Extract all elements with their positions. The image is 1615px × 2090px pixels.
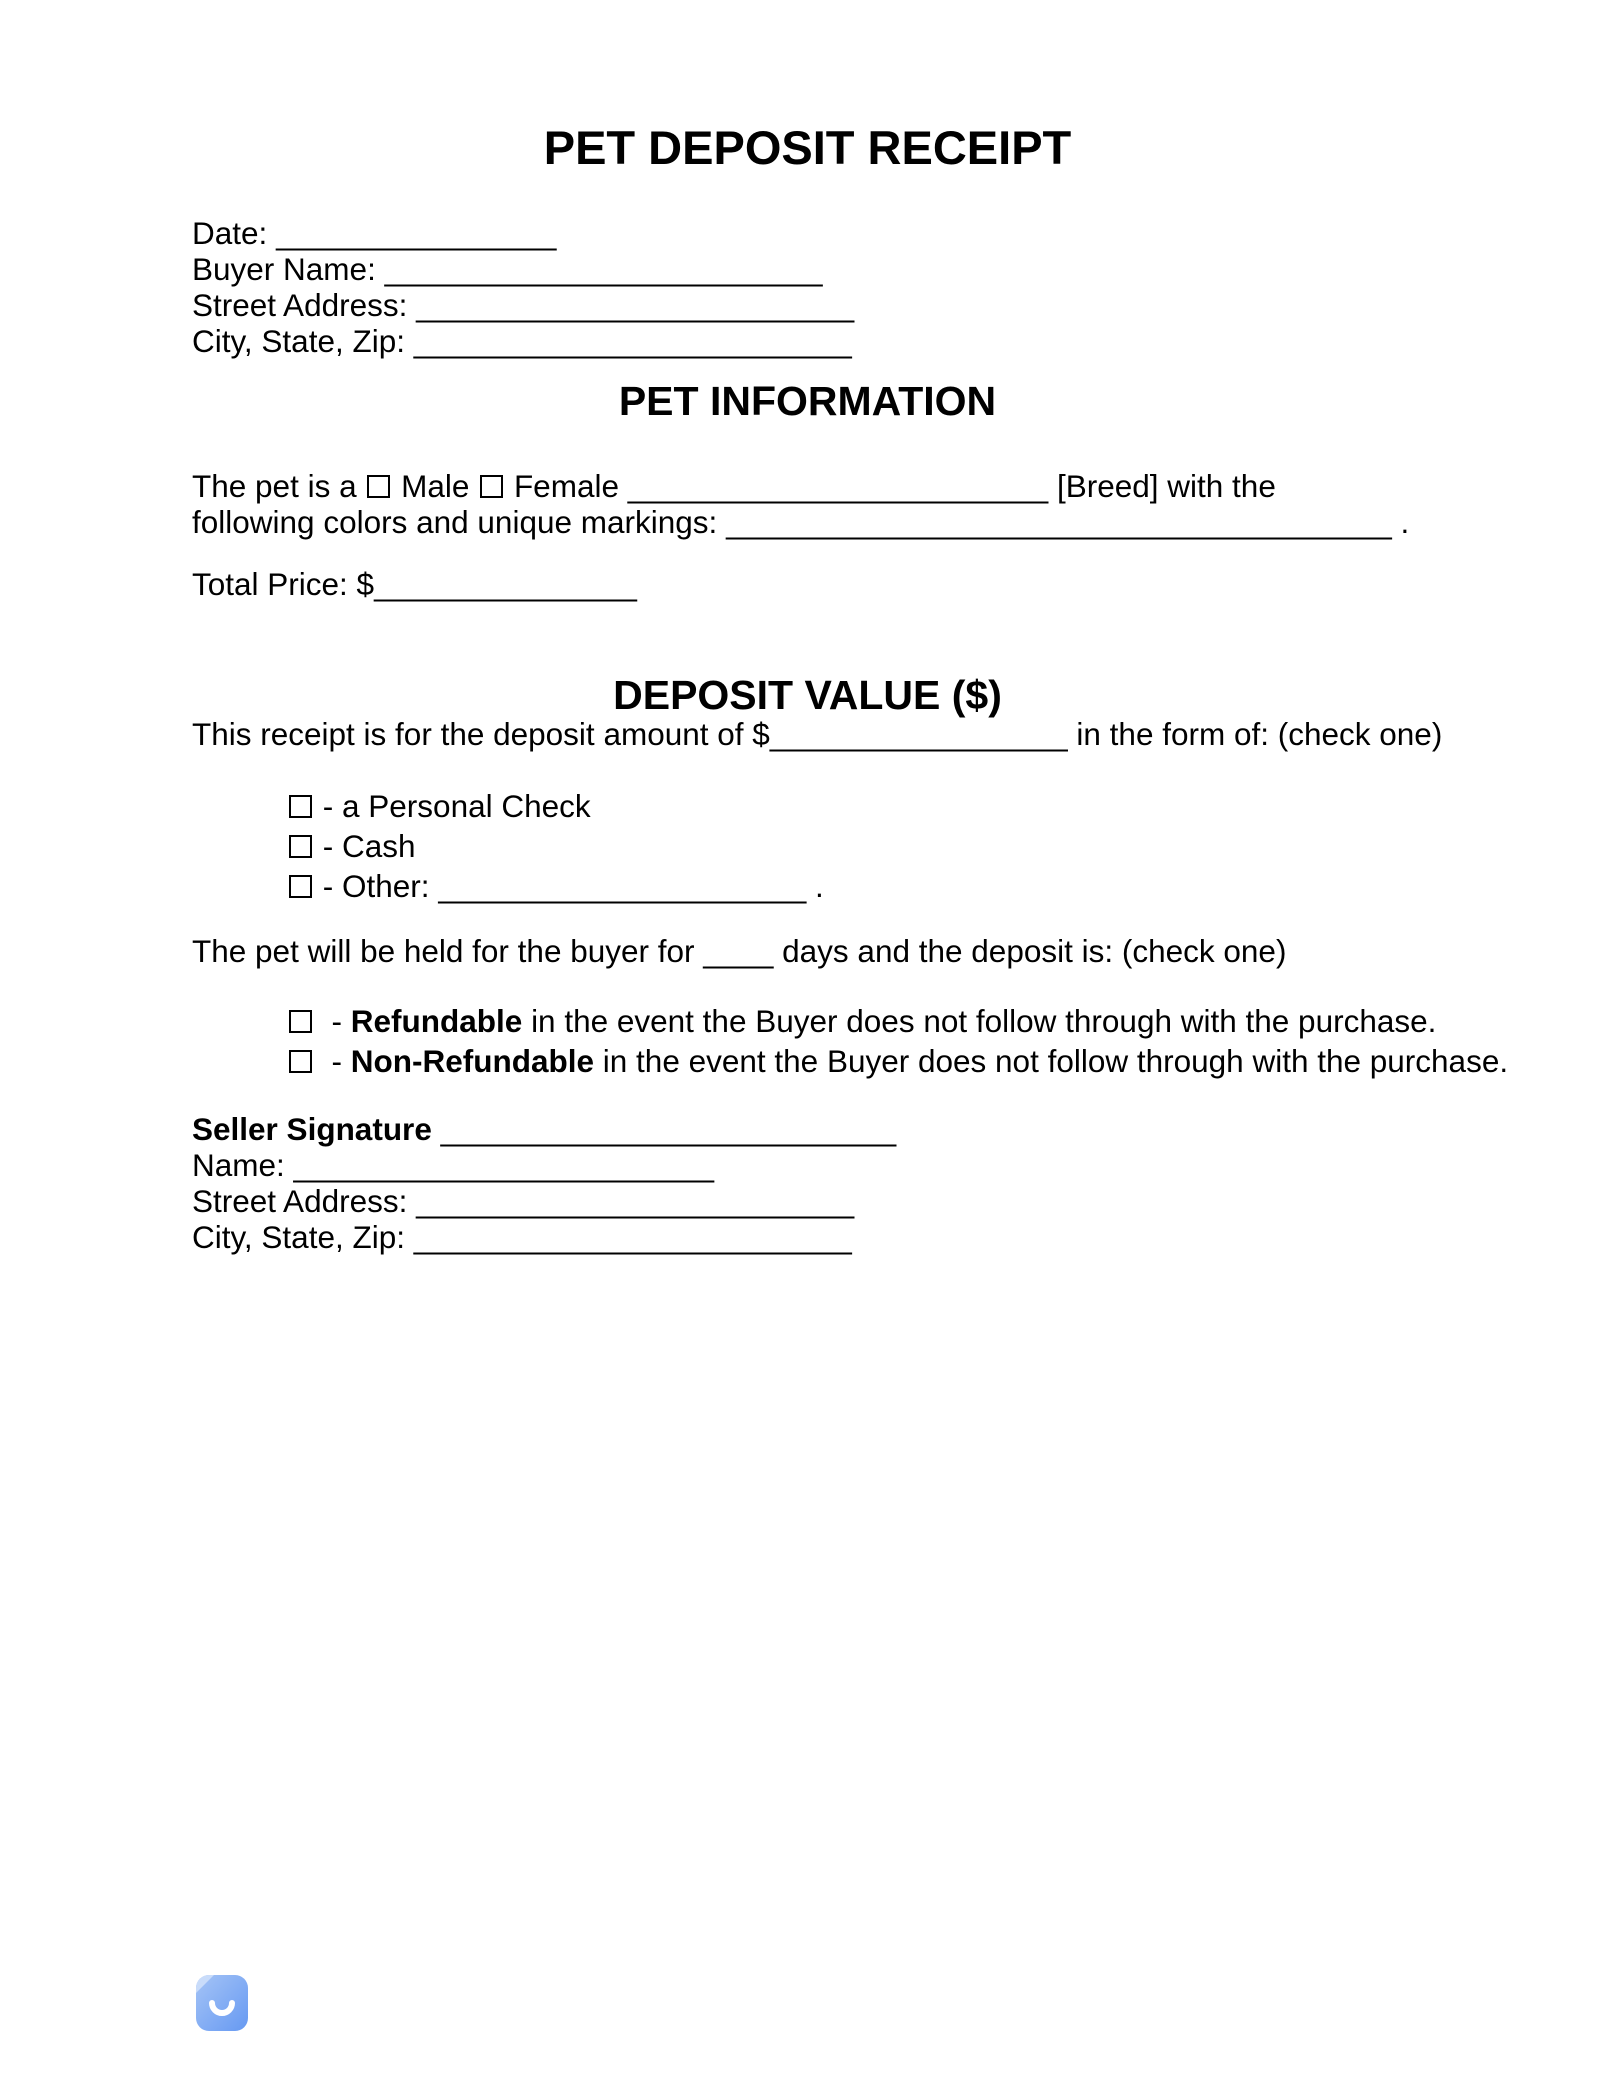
male-checkbox[interactable]	[367, 475, 390, 498]
buyer-city-blank-field[interactable]: _________________________	[413, 323, 852, 359]
seller-signature-label: Seller Signature	[192, 1111, 432, 1147]
buyer-name-label: Buyer Name:	[192, 251, 376, 287]
seller-name-label: Name:	[192, 1147, 285, 1183]
other-blank-field[interactable]: _____________________	[438, 868, 807, 904]
other-label: - Other:	[322, 868, 430, 904]
seller-signature-line	[192, 1111, 896, 1147]
female-checkbox[interactable]	[480, 475, 503, 498]
total-price-blank-field[interactable]: _______________	[374, 566, 637, 602]
non-refundable-checkbox[interactable]	[289, 1050, 312, 1073]
buyer-street-line	[192, 287, 854, 323]
markings-period: .	[1400, 504, 1410, 540]
date-label: Date:	[192, 215, 268, 251]
non-refundable-dash: -	[331, 1043, 343, 1079]
buyer-date-line	[192, 215, 556, 251]
refundable-row	[287, 1003, 1436, 1039]
seller-name-blank-field[interactable]: ________________________	[293, 1147, 714, 1183]
seller-street-label: Street Address:	[192, 1183, 408, 1219]
other-checkbox[interactable]	[289, 875, 312, 898]
deposit-value-heading: DEPOSIT VALUE ($)	[613, 672, 1002, 718]
non-refundable-row	[287, 1043, 1508, 1079]
refundable-dash: -	[331, 1003, 343, 1039]
date-blank-field[interactable]: ________________	[276, 215, 557, 251]
buyer-name-line	[192, 251, 823, 287]
buyer-street-blank-field[interactable]: _________________________	[416, 287, 855, 323]
male-label: Male	[401, 468, 470, 504]
hold-pre-text: The pet will be held for the buyer for	[192, 933, 695, 969]
refundable-label: Refundable	[350, 1003, 523, 1039]
document-smile-icon	[196, 1975, 248, 2031]
breed-blank-field[interactable]: ________________________	[627, 468, 1049, 504]
deposit-intro-line	[192, 716, 1442, 752]
total-price-line	[192, 566, 637, 602]
days-blank-field[interactable]: ____	[703, 933, 774, 969]
total-price-label: Total Price: $	[192, 566, 375, 602]
option-personal-check-row	[287, 788, 591, 824]
seller-city-blank-field[interactable]: _________________________	[413, 1219, 852, 1255]
seller-city-line	[192, 1219, 852, 1255]
personal-check-label: - a Personal Check	[322, 788, 591, 824]
seller-street-line	[192, 1183, 854, 1219]
buyer-name-blank-field[interactable]: _________________________	[384, 251, 823, 287]
buyer-city-label: City, State, Zip:	[192, 323, 405, 359]
pet-lead-text: The pet is a	[192, 468, 357, 504]
seller-city-label: City, State, Zip:	[192, 1219, 405, 1255]
pet-description-line-1	[192, 468, 1276, 504]
seller-signature-blank-field[interactable]: __________________________	[440, 1111, 897, 1147]
refundable-checkbox[interactable]	[289, 1010, 312, 1033]
deposit-intro-post: in the form of: (check one)	[1076, 716, 1443, 752]
non-refundable-label: Non-Refundable	[350, 1043, 595, 1079]
non-refundable-rest-text: in the event the Buyer does not follow through with the purchase.	[602, 1043, 1509, 1079]
page-title: PET DEPOSIT RECEIPT	[543, 121, 1072, 174]
markings-label: following colors and unique markings:	[192, 504, 718, 540]
deposit-amount-blank-field[interactable]: _________________	[769, 716, 1068, 752]
other-period: .	[814, 868, 824, 904]
buyer-city-line	[192, 323, 852, 359]
eforms-document-logo	[196, 1975, 248, 2031]
option-cash-row	[287, 828, 416, 864]
pet-description-line-2	[192, 504, 1409, 540]
cash-label: - Cash	[322, 828, 416, 864]
option-other-row	[287, 868, 824, 904]
buyer-street-label: Street Address:	[192, 287, 408, 323]
female-label: Female	[513, 468, 619, 504]
breed-suffix-text: [Breed] with the	[1056, 468, 1276, 504]
refundable-rest-text: in the event the Buyer does not follow through with the purchase.	[531, 1003, 1437, 1039]
markings-blank-field[interactable]: ______________________________________	[726, 504, 1392, 540]
hold-period-line	[192, 933, 1286, 969]
cash-checkbox[interactable]	[289, 835, 312, 858]
personal-check-checkbox[interactable]	[289, 795, 312, 818]
seller-street-blank-field[interactable]: _________________________	[416, 1183, 855, 1219]
seller-name-line	[192, 1147, 714, 1183]
hold-post-text: days and the deposit is: (check one)	[782, 933, 1287, 969]
pet-information-heading: PET INFORMATION	[618, 378, 997, 424]
deposit-intro-pre: This receipt is for the deposit amount of $	[192, 716, 770, 752]
